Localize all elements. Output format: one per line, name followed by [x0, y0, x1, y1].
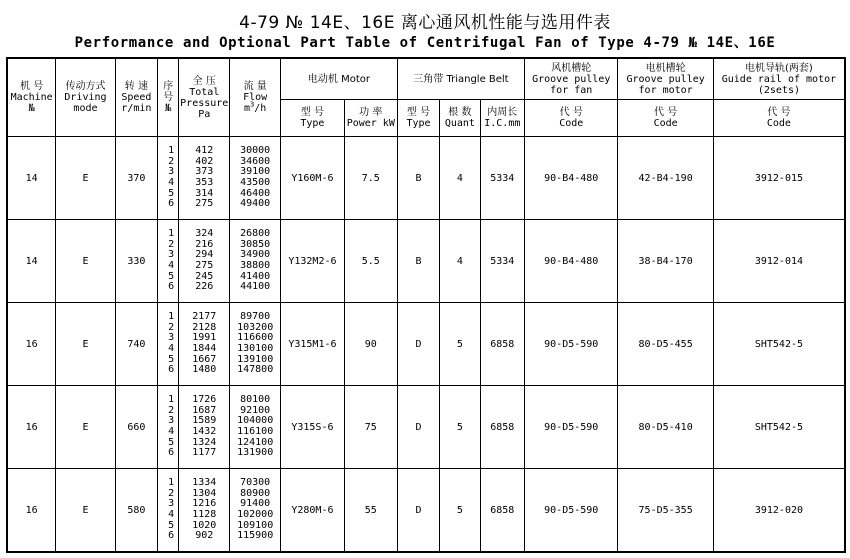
table-row: [7, 303, 845, 386]
cell-belt-quantity: 5: [440, 386, 480, 469]
cell-motor-type: Y280M-6: [281, 469, 345, 553]
cell-speed: 330: [115, 220, 157, 303]
cell-flow: 30000 34600 39100 43500 46400 49400: [230, 137, 281, 220]
header-pulley-motor-code: 代 号 Code: [618, 100, 713, 137]
header-row-1: [7, 58, 845, 100]
cell-belt-type: D: [397, 469, 439, 553]
cell-pulley-fan: 90-D5-590: [525, 303, 618, 386]
cell-motor-power: 75: [344, 386, 397, 469]
header-total-pressure: 全 压 Total Pressure Pa: [179, 58, 230, 137]
cell-guide-rail: SHT542-5: [713, 303, 845, 386]
cell-belt-length: 6858: [480, 386, 525, 469]
table-row: [7, 469, 845, 553]
cell-pulley-fan: 90-D5-590: [525, 386, 618, 469]
page-title-chinese: 4-79 № 14E、16E 离心通风机性能与选用件表: [239, 13, 611, 33]
header-belt-quantity: 根 数 Quant: [440, 100, 480, 137]
cell-guide-rail: 3912-015: [713, 137, 845, 220]
cell-machine: 16: [7, 469, 56, 553]
header-motor-group: 电动机 Motor: [281, 58, 398, 100]
cell-pulley-motor: 38-B4-170: [618, 220, 713, 303]
cell-speed: 660: [115, 386, 157, 469]
cell-sequence: 1 2 3 4 5 6: [158, 303, 179, 386]
cell-pressure: 412 402 373 353 314 275: [179, 137, 230, 220]
cell-belt-quantity: 5: [440, 303, 480, 386]
header-pulley-fan: 风机槽轮 Groove pulley for fan: [525, 58, 618, 100]
performance-table: [6, 57, 846, 553]
header-speed: 转 速 Speed r/min: [115, 58, 157, 137]
cell-belt-quantity: 4: [440, 220, 480, 303]
cell-speed: 740: [115, 303, 157, 386]
page-title-english: Performance and Optional Part Table of Centrifugal Fan of Type 4-79 № 14E、16E: [74, 35, 776, 51]
cell-motor-power: 7.5: [344, 137, 397, 220]
header-motor-power: 功 率 Power kW: [344, 100, 397, 137]
cell-motor-type: Y160M-6: [281, 137, 345, 220]
header-guide-rail-code: 代 号 Code: [713, 100, 845, 137]
cell-motor-power: 55: [344, 469, 397, 553]
cell-speed: 370: [115, 137, 157, 220]
cell-motor-power: 5.5: [344, 220, 397, 303]
cell-flow: 89700 103200 116600 130100 139100 147800: [230, 303, 281, 386]
cell-belt-type: B: [397, 137, 439, 220]
header-motor-type: 型 号 Type: [281, 100, 345, 137]
cell-pressure: 1334 1304 1216 1128 1020 902: [179, 469, 230, 553]
cell-sequence: 1 2 3 4 5 6: [158, 469, 179, 553]
cell-flow: 70300 80900 91400 102000 109100 115900: [230, 469, 281, 553]
cell-belt-length: 6858: [480, 469, 525, 553]
cell-sequence: 1 2 3 4 5 6: [158, 220, 179, 303]
header-belt-type: 型 号 Type: [397, 100, 439, 137]
header-belt-length: 内周长 I.C.mm: [480, 100, 525, 137]
cell-machine: 16: [7, 303, 56, 386]
header-pulley-motor: 电机槽轮 Groove pulley for motor: [618, 58, 713, 100]
cell-motor-type: Y315S-6: [281, 386, 345, 469]
cell-belt-type: D: [397, 386, 439, 469]
header-belt-group: 三角带 Triangle Belt: [397, 58, 524, 100]
cell-pulley-motor: 80-D5-455: [618, 303, 713, 386]
table-row: [7, 137, 845, 220]
cell-flow: 26800 30850 34900 38800 41400 44100: [230, 220, 281, 303]
cell-pressure: 1726 1687 1589 1432 1324 1177: [179, 386, 230, 469]
cell-driving: E: [56, 220, 115, 303]
cell-machine: 16: [7, 386, 56, 469]
cell-guide-rail: 3912-020: [713, 469, 845, 553]
cell-machine: 14: [7, 220, 56, 303]
cell-speed: 580: [115, 469, 157, 553]
header-machine: 机 号 Machine №: [7, 58, 56, 137]
cell-driving: E: [56, 386, 115, 469]
cell-guide-rail: SHT542-5: [713, 386, 845, 469]
cell-flow: 80100 92100 104000 116100 124100 131900: [230, 386, 281, 469]
cell-belt-type: B: [397, 220, 439, 303]
header-flow: 流 量 Flow $m^3/h$: [230, 58, 281, 137]
cell-belt-length: 5334: [480, 137, 525, 220]
cell-motor-type: Y315M1-6: [281, 303, 345, 386]
cell-belt-quantity: 5: [440, 469, 480, 553]
cell-driving: E: [56, 137, 115, 220]
cell-belt-type: D: [397, 303, 439, 386]
cell-motor-type: Y132M2-6: [281, 220, 345, 303]
cell-belt-quantity: 4: [440, 137, 480, 220]
cell-belt-length: 6858: [480, 303, 525, 386]
cell-driving: E: [56, 469, 115, 553]
cell-pulley-fan: 90-B4-480: [525, 220, 618, 303]
cell-pulley-motor: 75-D5-355: [618, 469, 713, 553]
cell-pulley-fan: 90-B4-480: [525, 137, 618, 220]
header-sequence: 序 号 №: [158, 58, 179, 137]
cell-driving: E: [56, 303, 115, 386]
cell-pulley-motor: 80-D5-410: [618, 386, 713, 469]
cell-motor-power: 90: [344, 303, 397, 386]
cell-guide-rail: 3912-014: [713, 220, 845, 303]
cell-sequence: 1 2 3 4 5 6: [158, 137, 179, 220]
cell-belt-length: 5334: [480, 220, 525, 303]
table-row: [7, 386, 845, 469]
cell-pulley-fan: 90-D5-590: [525, 469, 618, 553]
header-driving-mode: 传动方式 Driving mode: [56, 58, 115, 137]
cell-pulley-motor: 42-B4-190: [618, 137, 713, 220]
cell-machine: 14: [7, 137, 56, 220]
cell-pressure: 324 216 294 275 245 226: [179, 220, 230, 303]
table-row: [7, 220, 845, 303]
cell-pressure: 2177 2128 1991 1844 1667 1480: [179, 303, 230, 386]
header-guide-rail: 电机导轨(两套) Guide rail of motor (2sets): [713, 58, 845, 100]
header-pulley-fan-code: 代 号 Code: [525, 100, 618, 137]
cell-sequence: 1 2 3 4 5 6: [158, 386, 179, 469]
